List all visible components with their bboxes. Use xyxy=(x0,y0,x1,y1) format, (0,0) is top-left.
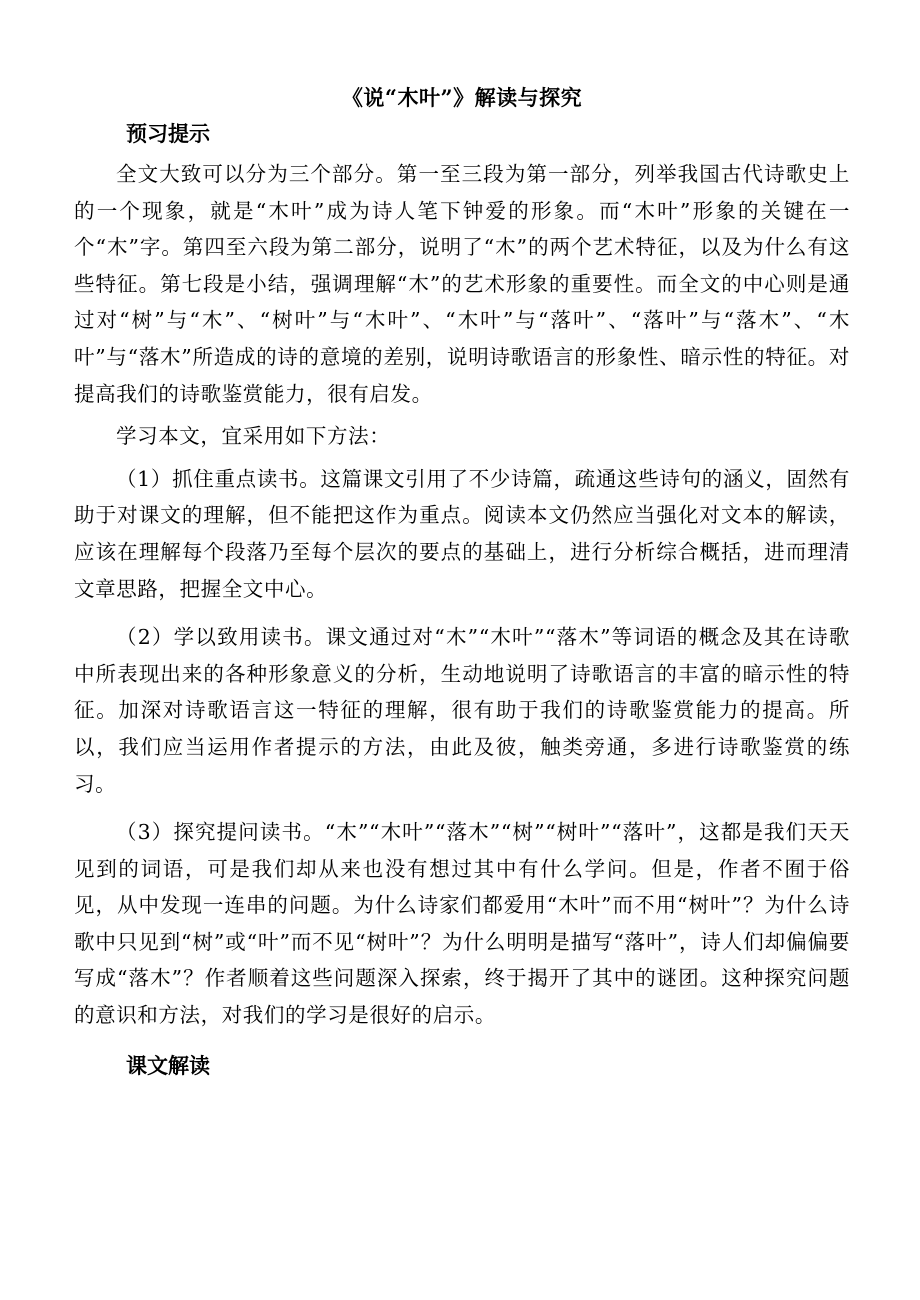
paragraph-overview: 全文大致可以分为三个部分。第一至三段为第一部分，列举我国古代诗歌史上的一个现象，就是“木叶”成为诗人笔下钟爱的形象。而“木叶”形象的关键在一个“木”字。第四至六段为第二部分，说明了“木”的两个艺术特征，以及为什么有这些特征。第七段是小结，强调理解“木”的艺术形象的重要性。而全文的中心则是通过对“树”与“木”、“树叶”与“木叶”、“木叶”与“落叶”、“落叶”与“落木”、“木叶”与“落木”所造成的诗的意境的差别，说明诗歌语言的形象性、暗示性的特征。对提高我们的诗歌鉴赏能力，很有启发。 xyxy=(74,162,850,406)
paragraph-method-1: （1）抓住重点读书。这篇课文引用了不少诗篇，疏通这些诗句的涵义，固然有助于对课文的理解，但不能把这作为重点。阅读本文仍然应当强化对文本的解读，应该在理解每个段落乃至每个层次的要点的基础上，进行分析综合概括，进而理清文章思路，把握全文中心。 xyxy=(74,466,850,601)
document-title: 《说“木叶”》解读与探究 xyxy=(341,85,583,110)
section-heading-text-interpretation: 课文解读 xyxy=(126,1052,210,1078)
section-heading-preview-tips: 预习提示 xyxy=(126,121,210,146)
paragraph-methods-intro: 学习本文，宜采用如下方法： xyxy=(116,424,391,449)
paragraph-method-2: （2）学以致用读书。课文通过对“木”“木叶”“落木”等词语的概念及其在诗歌中所表现出来的各种形象意义的分析，生动地说明了诗歌语言的丰富的暗示性的特征。加深对诗歌语言这一特征的理解，很有助于我们的诗歌鉴赏能力的提高。所以，我们应当运用作者提示的方法，由此及彼，触类旁通，多进行诗歌鉴赏的练习。 xyxy=(74,625,850,796)
paragraph-method-3: （3）探究提问读书。“木”“木叶”“落木”“树”“树叶”“落叶”，这都是我们天天见到的词语，可是我们却从来也没有想过其中有什么学问。但是，作者不囿于俗见，从中发现一连串的问题。为什么诗家们都爱用“木叶”而不用“树叶”？为什么诗歌中只见到“树”或“叶”而不见“树叶”？为什么明明是描写“落叶”，诗人们却偏偏要写成“落木”？作者顺着这些问题深入探索，终于揭开了其中的谜团。这种探究问题的意识和方法，对我们的学习是很好的启示。 xyxy=(74,820,850,1028)
document-page xyxy=(74,82,850,1082)
